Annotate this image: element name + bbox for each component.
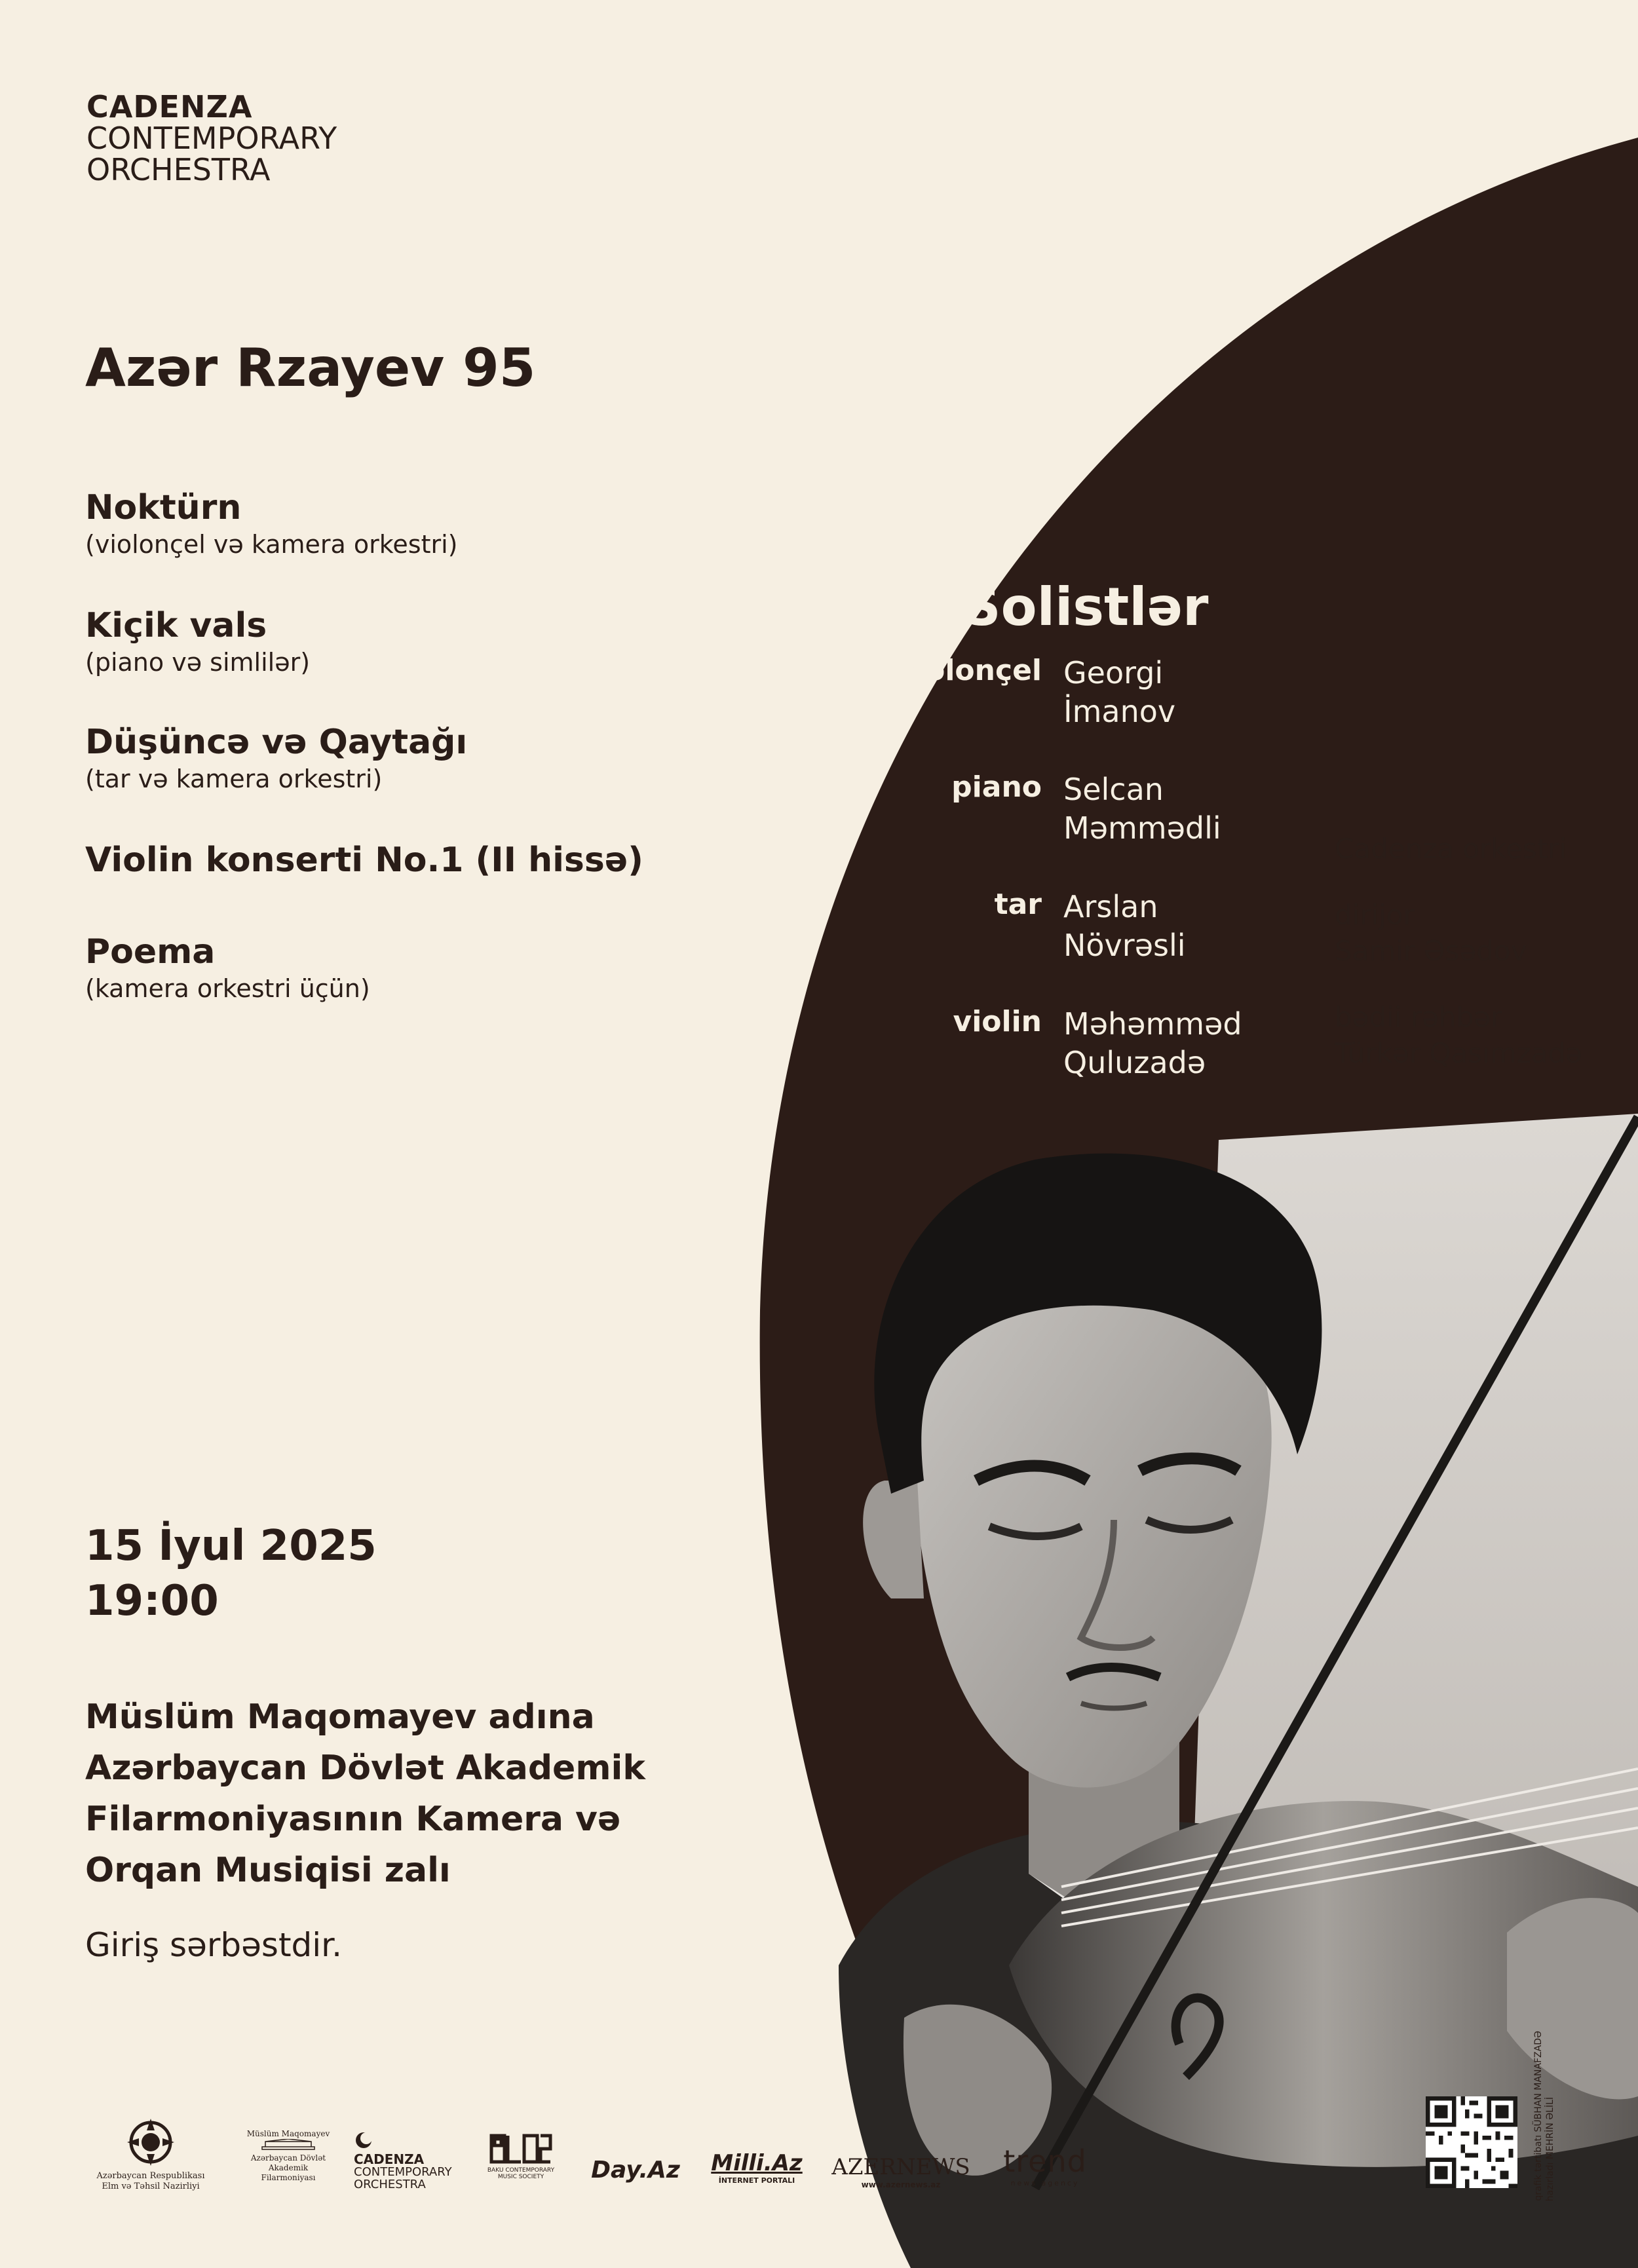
logo-line-3: ORCHESTRA <box>86 152 271 187</box>
soloist-instrument: tar <box>994 888 1042 921</box>
logo-line-1: CADENZA <box>86 89 253 124</box>
phil-line: Akademik <box>268 2163 309 2172</box>
work-subtitle: (kamera orkestri üçün) <box>85 974 370 1003</box>
work-title: Poema <box>85 932 216 972</box>
conductor-name: Samir Əsədov <box>1335 935 1527 968</box>
entry-note: Giriş sərbəstdir. <box>85 1926 343 1964</box>
soloist-instrument: violin <box>953 1005 1042 1038</box>
event-datetime <box>85 1519 377 1629</box>
work-title: Düşüncə və Qaytağı <box>85 723 468 762</box>
soloist-name-line: İmanov <box>1063 693 1176 729</box>
cadenza-small-line: CONTEMPORARY <box>354 2164 452 2179</box>
phil-line: Filarmoniyası <box>261 2173 316 2182</box>
credit-line: hazırladı MEHRİN ƏLİLİ <box>1545 2096 1555 2201</box>
soloist-name <box>1063 770 1339 848</box>
qr-code[interactable] <box>1426 2096 1517 2188</box>
soloist-name <box>1063 654 1339 731</box>
sponsor-bcms <box>485 2132 557 2181</box>
trend-sub: news agency <box>1010 2179 1080 2187</box>
ministry-name-line: Elm və Təhsil Nazirliyi <box>102 2182 200 2192</box>
logo-line-2: CONTEMPORARY <box>86 121 337 156</box>
conductor-label: dirijor <box>1335 899 1415 932</box>
sponsor-philharmonic <box>233 2129 344 2183</box>
sponsor-azernews <box>826 2154 976 2189</box>
bcms-line: MUSIC SOCIETY <box>497 2173 544 2180</box>
work-item <box>85 488 457 559</box>
sponsor-cadenza <box>354 2130 478 2191</box>
sponsor-milliaz <box>708 2150 806 2185</box>
ministry-emblem-icon <box>124 2116 177 2168</box>
phil-line: Müslüm Maqomayev <box>246 2129 330 2138</box>
milliaz-name: Milli.Az <box>711 2150 803 2176</box>
soloist-name-line: Məmmədli <box>1063 810 1221 846</box>
event-venue: Müslüm Maqomayev adına Azərbaycan Dövlət Akademik Filarmoniyasının Kamera və Orqan Musiqisi zalı <box>85 1697 645 1890</box>
soloist-name <box>1063 888 1339 965</box>
phil-line: Azərbaycan Dövlət <box>250 2153 326 2163</box>
sponsor-dayaz: Day.Az <box>591 2157 680 2183</box>
building-icon <box>259 2139 318 2151</box>
bcms-line: BAKU CONTEMPORARY <box>487 2166 555 2174</box>
conductor-block <box>1335 897 1623 969</box>
azernews-sub: www.azernews.az <box>861 2180 941 2189</box>
work-title: Kiçik vals <box>85 606 267 645</box>
director-name: Türkər Qasımzadə <box>1335 1037 1583 1070</box>
cadenza-logo <box>86 89 337 187</box>
credit-line: qrafik tərtibatı SÜBHAN MANAFZADƏ <box>1533 2031 1544 2201</box>
soloist-instrument: violonçel <box>896 654 1042 687</box>
soloist-name <box>1063 1005 1339 1082</box>
sponsor-ministry <box>79 2116 223 2193</box>
event-time: 19:00 <box>85 1577 219 1626</box>
trend-name: trend <box>1003 2144 1087 2179</box>
azernews-name: AZERNEWS <box>831 2154 970 2180</box>
work-item <box>85 606 310 677</box>
concert-title: Azər Rzayev 95 <box>85 337 536 398</box>
soloist-name-line: Selcan <box>1063 772 1164 807</box>
orchestra-info <box>1335 831 1623 1101</box>
work-subtitle: (tar və kamera orkestri) <box>85 765 383 793</box>
soloists-heading: Solistlər <box>963 576 1209 637</box>
event-date: 15 İyul 2025 <box>85 1522 377 1570</box>
work-item <box>85 932 370 1003</box>
sponsor-logos <box>79 2116 1114 2208</box>
design-credit <box>1533 2005 1559 2201</box>
work-title: Violin konserti No.1 (II hissə) <box>85 841 643 880</box>
cadenza-mark-icon <box>354 2130 373 2150</box>
soloist-name-line: Növrəsli <box>1063 927 1186 963</box>
work-item <box>85 841 643 880</box>
soloist-instrument: piano <box>951 770 1042 804</box>
ministry-name-line: Azərbaycan Respublikası <box>96 2171 205 2181</box>
orchestra-name: Cadenza orkestri <box>1335 833 1567 865</box>
bcms-logo-icon <box>488 2132 554 2165</box>
work-subtitle: (violonçel və kamera orkestri) <box>85 530 458 559</box>
work-item <box>85 723 467 793</box>
cadenza-small-line: ORCHESTRA <box>354 2177 426 2191</box>
director-block <box>1335 999 1623 1071</box>
soloist-name-line: Məhəmməd <box>1063 1006 1242 1042</box>
soloist-name-line: Georgi <box>1063 655 1164 690</box>
soloist-name-line: Arslan <box>1063 889 1158 924</box>
soloist-name-line: Quluzadə <box>1063 1044 1206 1080</box>
violinist-portrait <box>812 1114 1638 2268</box>
cadenza-small-line: CADENZA <box>354 2151 425 2167</box>
work-subtitle: (piano və simlilər) <box>85 648 311 677</box>
sponsor-trend <box>993 2144 1097 2187</box>
director-label: bədii rəhbər <box>1335 1001 1502 1034</box>
work-title: Noktürn <box>85 488 242 527</box>
milliaz-sub: İNTERNET PORTALI <box>718 2176 795 2185</box>
